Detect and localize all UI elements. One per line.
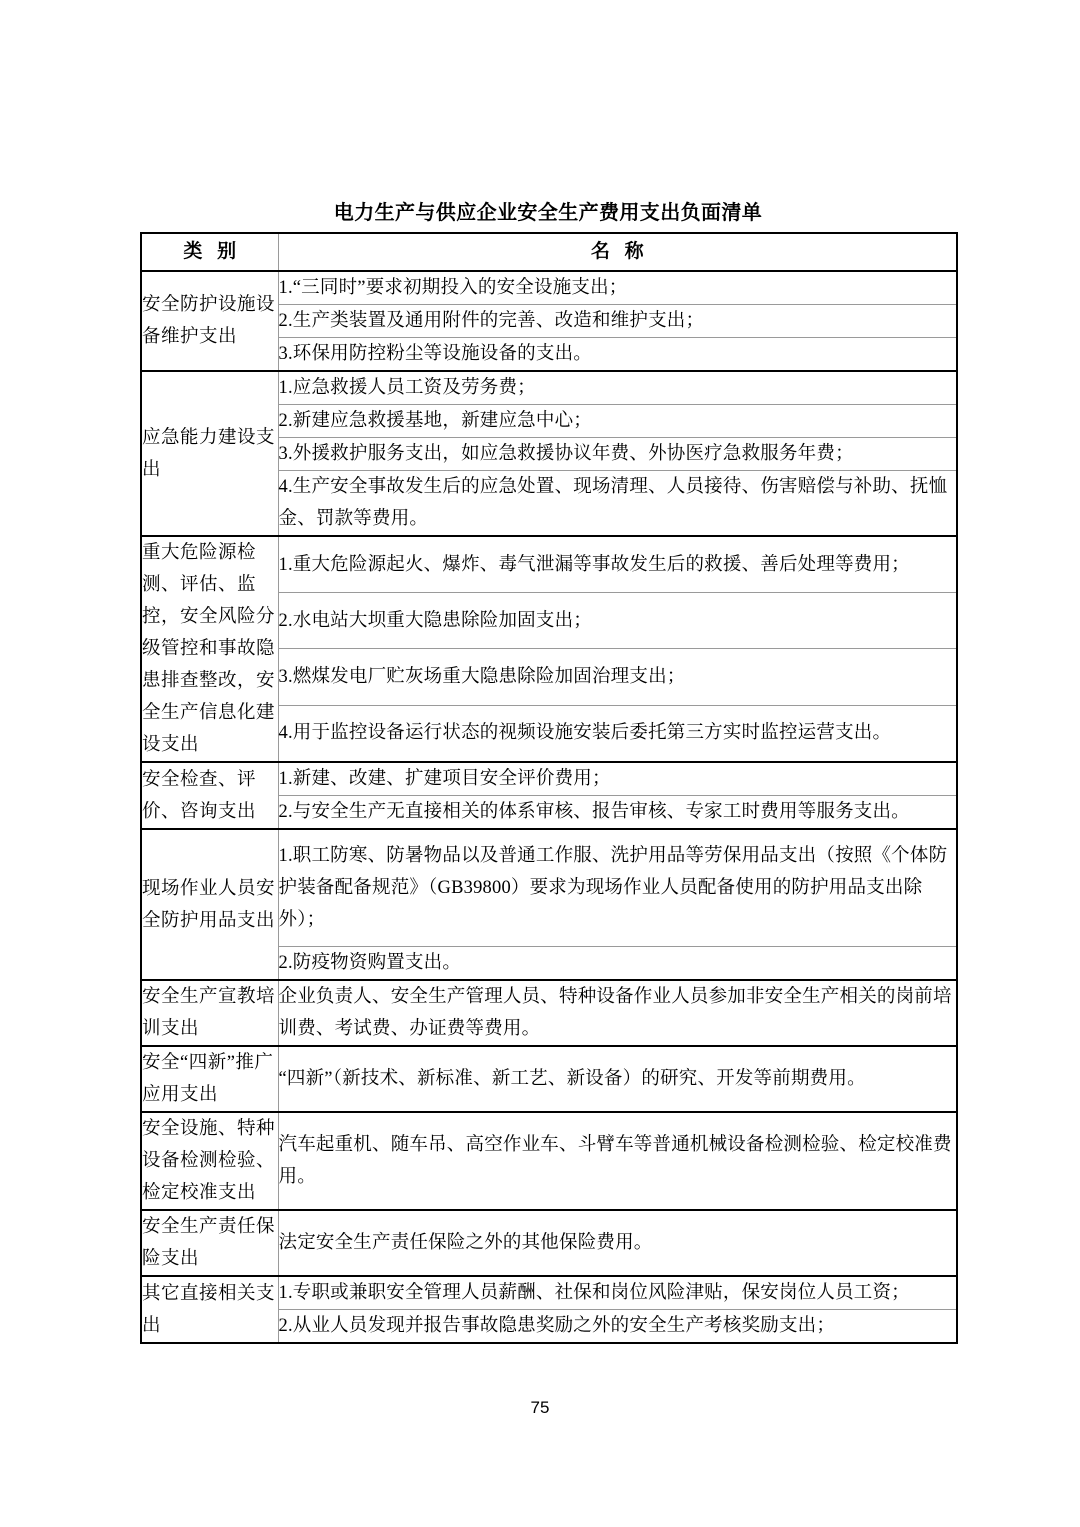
item-cell: 1.“三同时”要求初期投入的安全设施支出； — [278, 271, 957, 305]
item-cell: “四新”（新技术、新标准、新工艺、新设备）的研究、开发等前期费用。 — [278, 1046, 957, 1112]
category-cell: 安全生产责任保险支出 — [141, 1210, 278, 1276]
table-row — [141, 980, 957, 1046]
table-row — [141, 829, 957, 947]
item-cell: 3.燃煤发电厂贮灰场重大隐患除险加固治理支出； — [278, 649, 957, 705]
category-cell: 安全“四新”推广应用支出 — [141, 1046, 278, 1112]
table-row — [141, 371, 957, 405]
item-cell: 1.职工防寒、防暑物品以及普通工作服、洗护用品等劳保用品支出（按照《个体防护装备配备规范》（GB39800）要求为现场作业人员配备使用的防护用品支出除外）； — [278, 829, 957, 947]
page-number: 75 — [530, 1398, 550, 1417]
negative-list-table — [140, 232, 958, 1344]
item-cell: 汽车起重机、随车吊、高空作业车、斗臂车等普通机械设备检测检验、检定校准费用。 — [278, 1112, 957, 1210]
item-cell: 1.应急救援人员工资及劳务费； — [278, 371, 957, 405]
item-cell: 2.水电站大坝重大隐患除险加固支出； — [278, 593, 957, 649]
table-row — [141, 1276, 957, 1310]
item-cell: 2.新建应急救援基地，新建应急中心； — [278, 405, 957, 438]
table-header-row — [141, 233, 957, 271]
category-cell: 安全设施、特种设备检测检验、检定校准支出 — [141, 1112, 278, 1210]
item-cell: 2.从业人员发现并报告事故隐患奖励之外的安全生产考核奖励支出； — [278, 1310, 957, 1344]
item-cell: 2.防疫物资购置支出。 — [278, 947, 957, 981]
item-cell: 法定安全生产责任保险之外的其他保险费用。 — [278, 1210, 957, 1276]
item-cell: 3.外援救护服务支出，如应急救援协议年费、外协医疗急救服务年费； — [278, 438, 957, 471]
item-cell: 4.生产安全事故发生后的应急处置、现场清理、人员接待、伤害赔偿与补助、抚恤金、罚款等费用。 — [278, 471, 957, 537]
item-cell: 企业负责人、安全生产管理人员、特种设备作业人员参加非安全生产相关的岗前培训费、考试费、办证费等费用。 — [278, 980, 957, 1046]
item-cell: 2.生产类装置及通用附件的完善、改造和维护支出； — [278, 305, 957, 338]
item-cell: 2.与安全生产无直接相关的体系审核、报告审核、专家工时费用等服务支出。 — [278, 796, 957, 830]
item-cell: 1.专职或兼职安全管理人员薪酬、社保和岗位风险津贴，保安岗位人员工资； — [278, 1276, 957, 1310]
category-cell: 其它直接相关支出 — [141, 1276, 278, 1343]
table-row — [141, 1046, 957, 1112]
item-cell: 1.重大危险源起火、爆炸、毒气泄漏等事故发生后的救援、善后处理等费用； — [278, 536, 957, 593]
item-cell: 4.用于监控设备运行状态的视频设施安装后委托第三方实时监控运营支出。 — [278, 705, 957, 762]
table-row — [141, 536, 957, 593]
category-cell: 安全防护设施设备维护支出 — [141, 271, 278, 371]
table-row — [141, 1210, 957, 1276]
table-row — [141, 271, 957, 305]
item-cell: 3.环保用防控粉尘等设施设备的支出。 — [278, 338, 957, 372]
item-cell: 1.新建、改建、扩建项目安全评价费用； — [278, 762, 957, 796]
table-row — [141, 762, 957, 796]
category-cell: 安全检查、评价、咨询支出 — [141, 762, 278, 829]
table-row — [141, 1112, 957, 1210]
category-cell: 现场作业人员安全防护用品支出 — [141, 829, 278, 980]
page-title: 电力生产与供应企业安全生产费用支出负面清单 — [333, 202, 763, 224]
column-header-name: 名 称 — [278, 233, 957, 271]
category-cell: 安全生产宣教培训支出 — [141, 980, 278, 1046]
category-cell: 应急能力建设支出 — [141, 371, 278, 536]
table-body — [141, 233, 957, 1343]
column-header-category: 类 别 — [141, 233, 278, 271]
category-cell: 重大危险源检测、评估、监控，安全风险分级管控和事故隐患排查整改，安全生产信息化建设支出 — [141, 536, 278, 762]
